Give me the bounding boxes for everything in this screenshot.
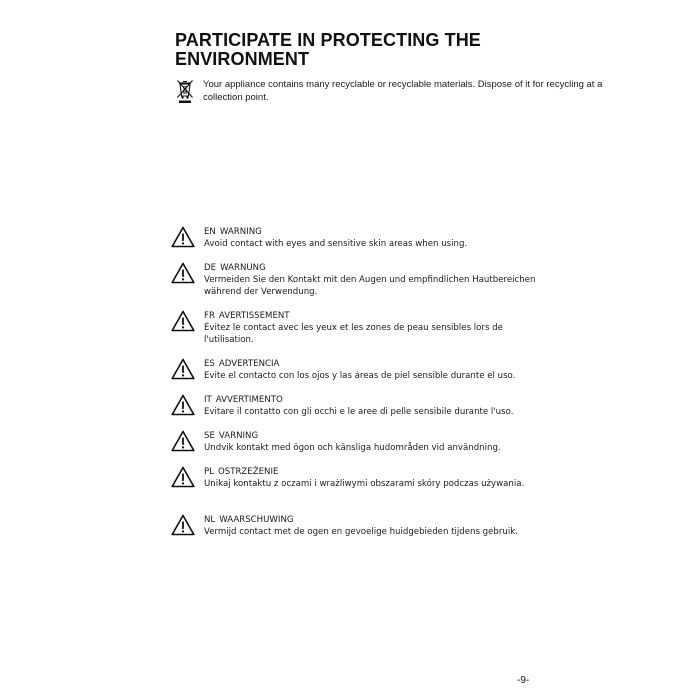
warning-title: OSTRZEŻENIE [217,467,279,477]
warning-title: WARNING [219,227,262,237]
warning-title: WARNUNG [220,263,266,273]
warning-language-code: SE [204,431,215,441]
warning-triangle-icon [171,226,195,248]
warning-language-code: PL [204,467,214,477]
warning-triangle-icon [171,358,195,380]
warning-language-code: FR [204,311,215,321]
warning-text: Evitare il contatto con gli occhi e le aree di pelle sensibile durante l'uso. [204,407,514,417]
warning-language-code: IT [204,395,212,405]
warning-language-code: ES [204,359,215,369]
crossed-out-wheelie-bin-icon [175,78,195,104]
warning-language-code: EN [204,227,216,237]
page-number: -9- [517,675,530,686]
warning-title: WAARSCHUWING [219,515,294,525]
recycling-notice [175,78,615,118]
page-title: PARTICIPATE IN PROTECTING THE ENVIRONMENT [175,30,481,69]
warning-triangle-icon [171,262,195,284]
warning-triangle-icon [171,310,195,332]
warning-text: Avoid contact with eyes and sensitive skin areas when using. [204,239,468,249]
recycling-text: Your appliance contains many recyclable or recyclable materials. Dispose of it for recycling at a collection point. [203,79,603,103]
warning-text: Évitez le contact avec les yeux et les zones de peau sensibles lors de l'utilisation. [204,323,503,345]
warning-language-code: DE [204,263,217,273]
warning-triangle-icon [171,466,195,488]
warning-text: Unikaj kontaktu z oczami i wrażliwymi obszarami skóry podczas używania. [204,479,525,489]
warning-text: Vermeiden Sie den Kontakt mit den Augen und empfindlichen Hautbereichen während der Verwendung. [204,275,536,297]
warning-triangle-icon [171,514,195,536]
warning-triangle-icon [171,394,195,416]
warning-text: Undvik kontakt med ögon och känsliga hudområden vid användning. [204,443,501,453]
warning-text: Vermijd contact met de ogen en gevoelige huidgebieden tijdens gebruik. [204,527,518,537]
warning-title: AVERTISSEMENT [218,311,290,321]
warning-triangle-icon [171,430,195,452]
warning-title: AVVERTIMENTO [215,395,283,405]
warning-title: ADVERTENCIA [218,359,280,369]
warning-title: VARNING [218,431,259,441]
warning-text: Evite el contacto con los ojos y las áreas de piel sensible durante el uso. [204,371,516,381]
warning-language-code: NL [204,515,216,525]
